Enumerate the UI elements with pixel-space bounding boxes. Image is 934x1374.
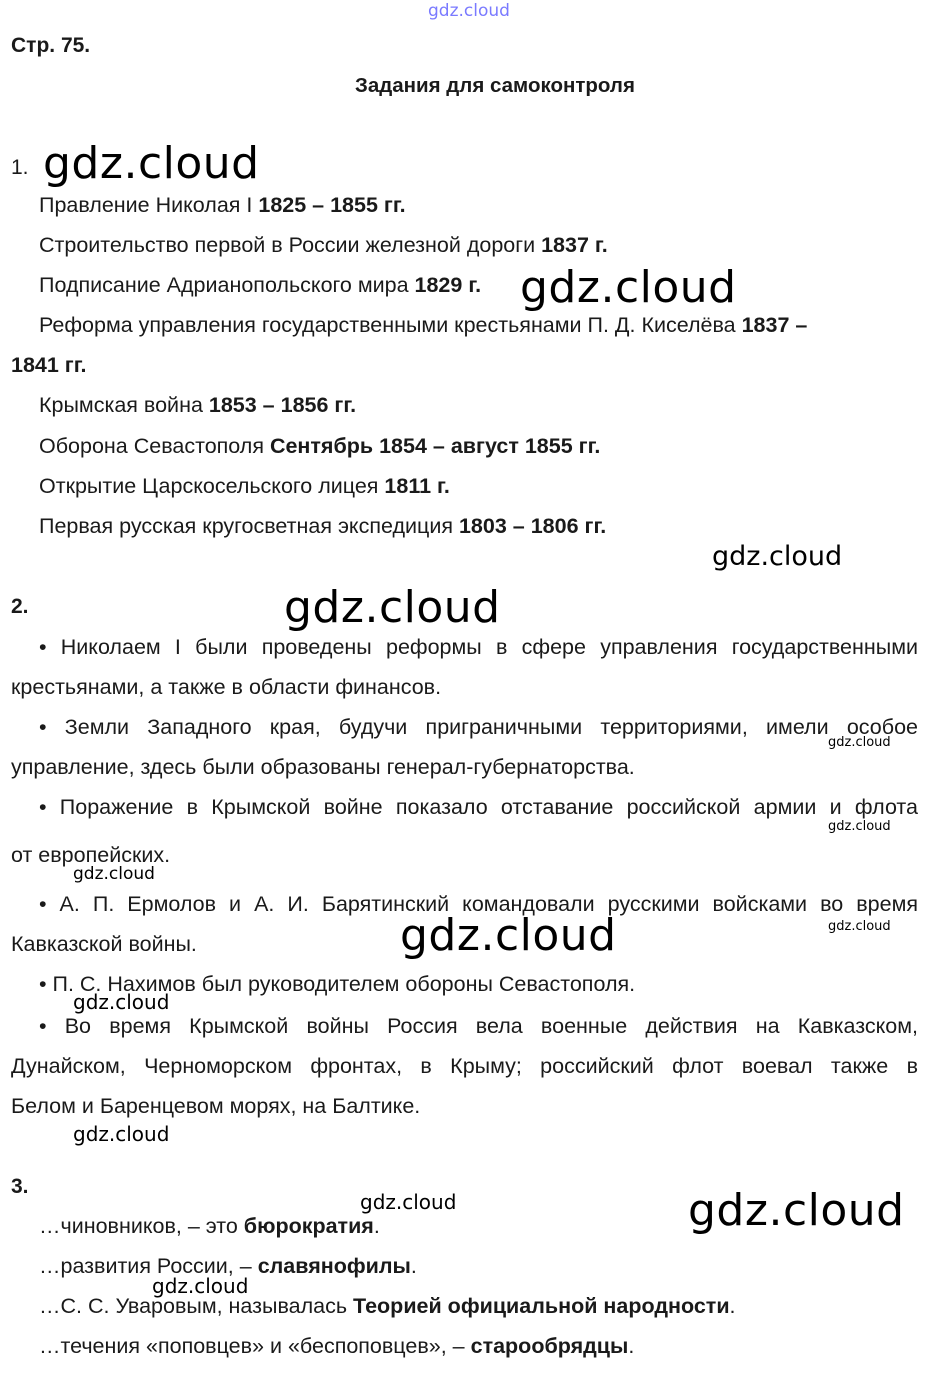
watermark: gdz.cloud: [828, 819, 891, 834]
task2-paragraph: • А. П. Ермолов и А. И. Барятинский командовали русскими войсками во время Кавказской войны.: [11, 892, 918, 956]
watermark: gdz.cloud: [43, 138, 260, 189]
task2-paragraph: • Поражение в Крымской войне показало отставание российской армии и флота от европейских.: [11, 795, 918, 867]
task1-number: 1.: [11, 156, 29, 179]
page-label: Стр. 75.: [11, 34, 91, 57]
task3-item: …С. С. Уваровым, называлась Теорией официальной народности.: [39, 1294, 736, 1318]
watermark: gdz.cloud: [688, 1185, 905, 1236]
task1-item: Подписание Адрианопольского мира 1829 г.: [39, 273, 482, 297]
task3-item: …течения «поповцев» и «беспоповцев», – старообрядцы.: [39, 1334, 635, 1358]
watermark: gdz.cloud: [152, 1274, 249, 1298]
watermark: gdz.cloud: [73, 990, 170, 1014]
task3-number: 3.: [11, 1175, 29, 1198]
watermark: gdz.cloud: [360, 1190, 457, 1214]
task1-item: Строительство первой в России железной дороги 1837 г.: [39, 233, 608, 257]
watermark: gdz.cloud: [73, 864, 155, 884]
watermark: gdz.cloud: [520, 262, 737, 313]
task2-paragraph: • П. С. Нахимов был руководителем обороны Севастополя.: [39, 972, 636, 996]
task1-item: Крымская война 1853 – 1856 гг.: [39, 393, 357, 417]
watermark: gdz.cloud: [284, 582, 501, 633]
watermark-top: gdz.cloud: [428, 1, 510, 21]
task1-item-continuation: 1841 гг.: [11, 353, 87, 377]
task2-paragraph: • Николаем I были проведены реформы в сфере управления государственными крестьянами, а также в области финансов.: [11, 635, 918, 699]
task1-item: Первая русская кругосветная экспедиция 1803 – 1806 гг.: [39, 514, 607, 538]
task3-item: …развития России, – славянофилы.: [39, 1254, 417, 1278]
watermark: gdz.cloud: [73, 1122, 170, 1146]
watermark: gdz.cloud: [400, 910, 617, 961]
task1-item: Реформа управления государственными крестьянами П. Д. Киселёва 1837 –: [39, 313, 808, 337]
task1-item: Открытие Царскосельского лицея 1811 г.: [39, 474, 450, 498]
section-heading: Задания для самоконтроля: [355, 74, 635, 97]
task1-item: Оборона Севастополя Сентябрь 1854 – август 1855 гг.: [39, 434, 601, 458]
task2-number: 2.: [11, 595, 29, 618]
task2-paragraph: • Земли Западного края, будучи приграничными территориями, имели особое управление, здесь были образованы генерал-губернаторства.: [11, 715, 918, 779]
task1-item: Правление Николая I 1825 – 1855 гг.: [39, 193, 406, 217]
task2-paragraph: • Во время Крымской войны Россия вела военные действия на Кавказском, Дунайском, Черноморском фронтах, в Крыму; российский флот воевал также в Белом и Баренцевом морях, на Балтике.: [11, 1014, 918, 1118]
watermark: gdz.cloud: [828, 919, 891, 934]
watermark: gdz.cloud: [828, 735, 891, 750]
task3-item: …чиновников, – это бюрократия.: [39, 1214, 380, 1238]
watermark: gdz.cloud: [712, 541, 843, 572]
